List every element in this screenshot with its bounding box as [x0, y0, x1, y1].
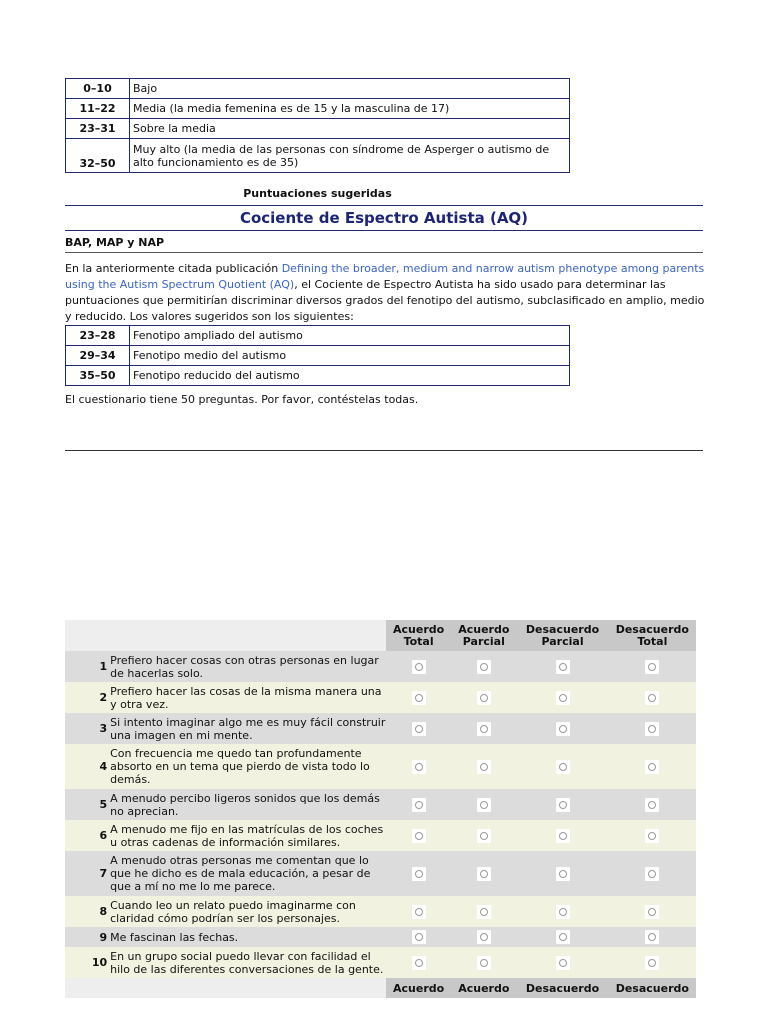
- radio-desacuerdo-parcial[interactable]: [556, 660, 570, 674]
- radio-desacuerdo-total[interactable]: [645, 660, 659, 674]
- question-row: [65, 820, 696, 851]
- radio-desacuerdo-parcial[interactable]: [556, 722, 570, 736]
- radio-desacuerdo-total[interactable]: [645, 691, 659, 705]
- score-range: 32–50: [66, 139, 130, 173]
- question-text: En un grupo social puedo llevar con facilidad el hilo de las diferentes conversaciones de la gente.: [109, 947, 386, 978]
- radio-desacuerdo-parcial[interactable]: [556, 905, 570, 919]
- questionnaire-table: [65, 620, 696, 998]
- score-range: 23–28: [66, 326, 130, 346]
- header-desacuerdo-total: Desacuerdo Total: [609, 620, 696, 651]
- score-row: [66, 99, 570, 119]
- radio-desacuerdo-total[interactable]: [645, 829, 659, 843]
- question-text: A menudo otras personas me comentan que lo que he dicho es de mala educación, a pesar de que a mí no me lo me parece.: [109, 851, 386, 896]
- question-number: 4: [65, 744, 109, 789]
- radio-acuerdo-total[interactable]: [412, 760, 426, 774]
- radio-desacuerdo-parcial[interactable]: [556, 798, 570, 812]
- radio-desacuerdo-total[interactable]: [645, 867, 659, 881]
- radio-acuerdo-parcial[interactable]: [477, 760, 491, 774]
- questionnaire-header: [65, 620, 696, 651]
- footer-label: Desacuerdo: [609, 978, 696, 998]
- question-number: 5: [65, 789, 109, 820]
- radio-acuerdo-total[interactable]: [412, 798, 426, 812]
- radio-acuerdo-total[interactable]: [412, 867, 426, 881]
- score-description: Muy alto (la media de las personas con síndrome de Asperger o autismo de alto funcionamiento es de 35): [130, 139, 570, 173]
- question-number: 1: [65, 651, 109, 682]
- paragraph-text: En la anteriormente citada publicación: [65, 262, 282, 275]
- radio-desacuerdo-parcial[interactable]: [556, 930, 570, 944]
- radio-acuerdo-total[interactable]: [412, 660, 426, 674]
- radio-acuerdo-parcial[interactable]: [477, 905, 491, 919]
- question-number: 9: [65, 927, 109, 947]
- question-text: A menudo percibo ligeros sonidos que los demás no aprecian.: [109, 789, 386, 820]
- footer-blank: [65, 978, 386, 998]
- radio-acuerdo-total[interactable]: [412, 691, 426, 705]
- radio-desacuerdo-parcial[interactable]: [556, 760, 570, 774]
- radio-acuerdo-parcial[interactable]: [477, 867, 491, 881]
- score-row: [66, 326, 570, 346]
- radio-acuerdo-parcial[interactable]: [477, 722, 491, 736]
- publication-link[interactable]: Defining the broader, medium and narrow autism phenotype among parents using the Autism Spectrum Quotient (AQ): [65, 262, 705, 291]
- question-number: 7: [65, 851, 109, 896]
- radio-acuerdo-parcial[interactable]: [477, 691, 491, 705]
- instructions-note: El cuestionario tiene 50 preguntas. Por favor, contéstelas todas.: [65, 393, 419, 406]
- question-text: Cuando leo un relato puedo imaginarme con claridad cómo podrían ser los personajes.: [109, 896, 386, 927]
- question-text: A menudo me fijo en las matrículas de los coches u otras cadenas de información similares.: [109, 820, 386, 851]
- question-number: 10: [65, 947, 109, 978]
- question-number: 8: [65, 896, 109, 927]
- score-description: Fenotipo ampliado del autismo: [130, 326, 570, 346]
- footer-label: Acuerdo: [386, 978, 451, 998]
- score-range: 35–50: [66, 366, 130, 386]
- header-blank: [65, 620, 386, 651]
- score-range: 0–10: [66, 79, 130, 99]
- question-row: [65, 744, 696, 789]
- header-acuerdo-total: Acuerdo Total: [386, 620, 451, 651]
- question-text: Si intento imaginar algo me es muy fácil construir una imagen en mi mente.: [109, 713, 386, 744]
- question-row: [65, 947, 696, 978]
- footer-label: Acuerdo: [451, 978, 516, 998]
- question-row: [65, 851, 696, 896]
- question-row: [65, 789, 696, 820]
- radio-acuerdo-total[interactable]: [412, 829, 426, 843]
- divider: [65, 450, 703, 451]
- score-range: 11–22: [66, 99, 130, 119]
- question-number: 6: [65, 820, 109, 851]
- radio-acuerdo-total[interactable]: [412, 956, 426, 970]
- question-number: 3: [65, 713, 109, 744]
- score-row: [66, 79, 570, 99]
- score-table-phenotype: [65, 325, 570, 386]
- radio-acuerdo-total[interactable]: [412, 905, 426, 919]
- paragraph-text: , el Cociente de Espectro Autista ha sido usado para determinar las puntuaciones que permitirían discriminar diversos grados del fenotipo del autismo, subclasificado en amplio, medio y reducido. Los valores sugeridos son los siguientes:: [65, 278, 705, 323]
- score-description: Media (la media femenina es de 15 y la masculina de 17): [130, 99, 570, 119]
- radio-acuerdo-parcial[interactable]: [477, 660, 491, 674]
- score-description: Bajo: [130, 79, 570, 99]
- radio-desacuerdo-parcial[interactable]: [556, 691, 570, 705]
- radio-desacuerdo-total[interactable]: [645, 722, 659, 736]
- radio-desacuerdo-total[interactable]: [645, 798, 659, 812]
- radio-acuerdo-total[interactable]: [412, 930, 426, 944]
- radio-acuerdo-total[interactable]: [412, 722, 426, 736]
- header-acuerdo-parcial: Acuerdo Parcial: [451, 620, 516, 651]
- score-row: [66, 366, 570, 386]
- intro-paragraph: [65, 261, 705, 325]
- page-title: Cociente de Espectro Autista (AQ): [65, 205, 703, 231]
- questionnaire-footer: [65, 978, 696, 998]
- score-range: 29–34: [66, 346, 130, 366]
- score-description: Sobre la media: [130, 119, 570, 139]
- radio-acuerdo-parcial[interactable]: [477, 798, 491, 812]
- radio-acuerdo-parcial[interactable]: [477, 930, 491, 944]
- header-desacuerdo-parcial: Desacuerdo Parcial: [516, 620, 608, 651]
- score-description: Fenotipo reducido del autismo: [130, 366, 570, 386]
- radio-desacuerdo-parcial[interactable]: [556, 956, 570, 970]
- radio-desacuerdo-parcial[interactable]: [556, 867, 570, 881]
- score-table-general: [65, 78, 570, 173]
- radio-desacuerdo-total[interactable]: [645, 930, 659, 944]
- question-row: [65, 682, 696, 713]
- section-heading: BAP, MAP y NAP: [65, 236, 703, 253]
- question-text: Prefiero hacer las cosas de la misma manera una y otra vez.: [109, 682, 386, 713]
- score-row: [66, 346, 570, 366]
- radio-acuerdo-parcial[interactable]: [477, 956, 491, 970]
- footer-label: Desacuerdo: [516, 978, 608, 998]
- question-text: Me fascinan las fechas.: [109, 927, 386, 947]
- radio-desacuerdo-parcial[interactable]: [556, 829, 570, 843]
- score-row: [66, 119, 570, 139]
- question-text: Con frecuencia me quedo tan profundamente absorto en un tema que pierdo de vista todo lo demás.: [109, 744, 386, 789]
- score-description: Fenotipo medio del autismo: [130, 346, 570, 366]
- radio-desacuerdo-total[interactable]: [645, 956, 659, 970]
- question-row: [65, 713, 696, 744]
- question-number: 2: [65, 682, 109, 713]
- question-row: [65, 651, 696, 682]
- radio-desacuerdo-total[interactable]: [645, 905, 659, 919]
- question-row: [65, 927, 696, 947]
- question-row: [65, 896, 696, 927]
- score-row: [66, 139, 570, 173]
- question-text: Prefiero hacer cosas con otras personas en lugar de hacerlas solo.: [109, 651, 386, 682]
- radio-acuerdo-parcial[interactable]: [477, 829, 491, 843]
- table-caption: Puntuaciones sugeridas: [243, 187, 392, 200]
- score-range: 23–31: [66, 119, 130, 139]
- radio-desacuerdo-total[interactable]: [645, 760, 659, 774]
